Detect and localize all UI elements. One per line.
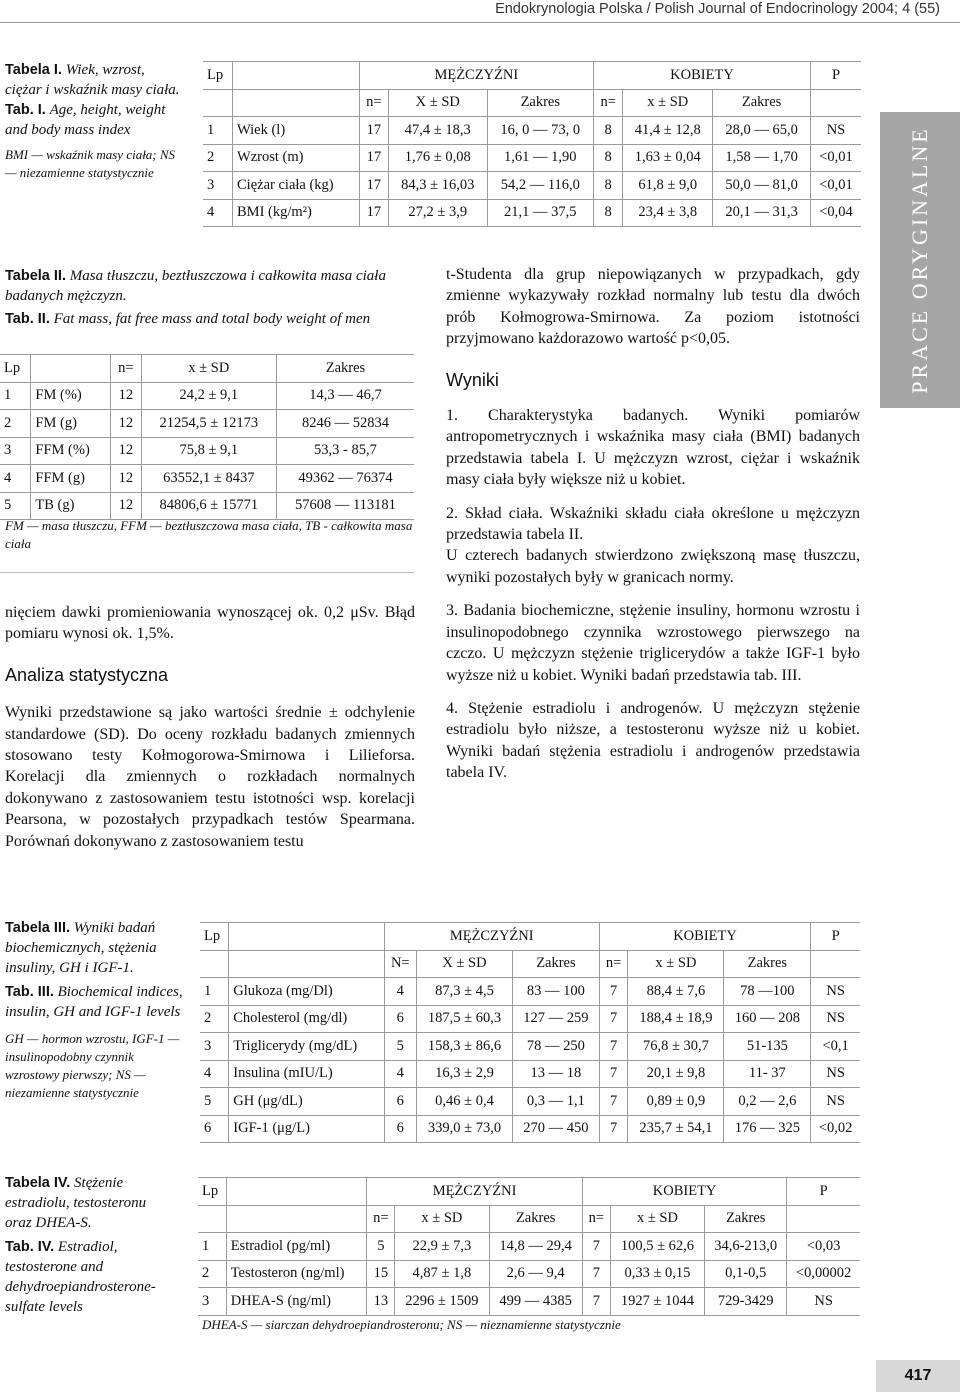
table-row bbox=[198, 1233, 860, 1261]
table-row bbox=[198, 1260, 860, 1288]
table4-header-row bbox=[198, 1178, 860, 1206]
cell-p: <0,01 bbox=[810, 172, 861, 200]
cell-p: NS bbox=[811, 1060, 860, 1088]
table-row bbox=[0, 465, 414, 493]
table4-caption bbox=[5, 1173, 175, 1317]
cell-mean: 84806,6 ± 15771 bbox=[141, 492, 276, 520]
cell-name: Wiek (l) bbox=[233, 117, 360, 145]
page-number: 417 bbox=[876, 1360, 960, 1392]
cell-p: <0,02 bbox=[811, 1115, 860, 1143]
cell-lp: 5 bbox=[200, 1088, 229, 1116]
cell-n2: 7 bbox=[599, 1060, 628, 1088]
cell-name: FM (g) bbox=[31, 410, 111, 438]
cell-name: Estradiol (pg/ml) bbox=[226, 1233, 367, 1261]
cell-range: 53,3 - 85,7 bbox=[276, 437, 414, 465]
cell-n: 17 bbox=[359, 144, 388, 172]
table-row bbox=[200, 1060, 860, 1088]
cell-mean2: 1927 ± 1044 bbox=[610, 1288, 704, 1316]
table2-caption-pl: Tabela II. Masa tłuszczu, beztłuszczowa i całkowita masa ciała badanych mężczyzn. bbox=[5, 268, 386, 304]
left-column-text bbox=[5, 602, 415, 864]
table1-h-lp: Lp bbox=[203, 62, 233, 90]
cell-range2: 34,6-213,0 bbox=[705, 1233, 787, 1261]
cell-mean2: 76,8 ± 30,7 bbox=[628, 1033, 724, 1061]
cell-mean: 87,3 ± 4,5 bbox=[416, 978, 512, 1006]
table4-caption-en: Tab. IV. Estradiol, testosterone and dehydroepiandrosterone-sulfate levels bbox=[5, 1239, 156, 1315]
cell-mean: 75,8 ± 9,1 bbox=[141, 437, 276, 465]
table3-note: GH — hormon wzrostu, IGF-1 — insulinopodobny czynnik wzrostowy pierwszy; NS — niezamienne statystycznie bbox=[5, 1031, 180, 1100]
table1-caption bbox=[5, 60, 185, 182]
cell-range2: 51-135 bbox=[724, 1033, 811, 1061]
table-row bbox=[0, 382, 414, 410]
cell-name: Triglicerydy (mg/dL) bbox=[229, 1033, 384, 1061]
cell-p: <0,1 bbox=[811, 1033, 860, 1061]
cell-range2: 11- 37 bbox=[724, 1060, 811, 1088]
cell-range: 14,3 — 46,7 bbox=[276, 382, 414, 410]
cell-n: 6 bbox=[384, 1115, 416, 1143]
table4-h-men: MĘŻCZYŹNI bbox=[367, 1178, 583, 1206]
cell-n: 12 bbox=[111, 382, 142, 410]
cell-mean: 16,3 ± 2,9 bbox=[416, 1060, 512, 1088]
cell-lp: 2 bbox=[200, 1005, 229, 1033]
cell-mean2: 41,4 ± 12,8 bbox=[623, 117, 713, 145]
cell-lp: 3 bbox=[203, 172, 233, 200]
cell-range2: 50,0 — 81,0 bbox=[713, 172, 811, 200]
cell-lp: 2 bbox=[0, 410, 31, 438]
cell-n: 12 bbox=[111, 465, 142, 493]
cell-p: NS bbox=[787, 1288, 860, 1316]
cell-lp: 1 bbox=[203, 117, 233, 145]
table2-caption bbox=[5, 266, 415, 329]
cell-range2: 160 — 208 bbox=[724, 1005, 811, 1033]
table3-subheader-row: N= X ± SD Zakres n= x ± SD Zakres bbox=[200, 950, 860, 978]
cell-lp: 1 bbox=[198, 1233, 226, 1261]
table4-note: DHEA-S — siarczan dehydroepiandrosteronu; NS — nieznamienne statystycznie bbox=[202, 1317, 621, 1332]
cell-lp: 1 bbox=[200, 978, 229, 1006]
cell-mean: 339,0 ± 73,0 bbox=[416, 1115, 512, 1143]
section-sidebar bbox=[880, 112, 960, 408]
table3-h-women: KOBIETY bbox=[599, 923, 810, 951]
cell-n: 6 bbox=[384, 1005, 416, 1033]
cell-mean2: 0,89 ± 0,9 bbox=[628, 1088, 724, 1116]
table3-caption-pl: Tabela III. Wyniki badań biochemicznych, stężenia insuliny, GH i IGF-1. bbox=[5, 920, 157, 976]
table3-header-row bbox=[200, 923, 860, 951]
cell-n: 17 bbox=[359, 172, 388, 200]
cell-range: 270 — 450 bbox=[513, 1115, 600, 1143]
cell-name: Glukoza (mg/Dl) bbox=[229, 978, 384, 1006]
cell-mean: 47,4 ± 18,3 bbox=[388, 117, 487, 145]
cell-lp: 3 bbox=[200, 1033, 229, 1061]
cell-mean2: 61,8 ± 9,0 bbox=[623, 172, 713, 200]
cell-p: NS bbox=[810, 117, 861, 145]
table4-h-p: P bbox=[787, 1178, 860, 1206]
cell-range: 57608 — 113181 bbox=[276, 492, 414, 520]
cell-mean: 158,3 ± 86,6 bbox=[416, 1033, 512, 1061]
table-row bbox=[203, 199, 861, 227]
cell-range2: 176 — 325 bbox=[724, 1115, 811, 1143]
cell-range: 78 — 250 bbox=[513, 1033, 600, 1061]
table1-h-p: P bbox=[810, 62, 861, 90]
section-label: PRACE ORYGINALNE bbox=[907, 126, 932, 394]
cell-n: 12 bbox=[111, 437, 142, 465]
cell-n2: 8 bbox=[594, 199, 623, 227]
cell-name: DHEA-S (ng/ml) bbox=[226, 1288, 367, 1316]
cell-mean2: 20,1 ± 9,8 bbox=[628, 1060, 724, 1088]
table-row bbox=[203, 117, 861, 145]
cell-n2: 7 bbox=[599, 978, 628, 1006]
cell-range: 127 — 259 bbox=[513, 1005, 600, 1033]
cell-mean: 0,46 ± 0,4 bbox=[416, 1088, 512, 1116]
cell-mean: 187,5 ± 60,3 bbox=[416, 1005, 512, 1033]
table1-note: BMI — wskaźnik masy ciała; NS — niezamienne statystycznie bbox=[5, 147, 176, 180]
cell-n2: 8 bbox=[594, 144, 623, 172]
cell-name: Ciężar ciała (kg) bbox=[233, 172, 360, 200]
table3-h-p: P bbox=[811, 923, 860, 951]
cell-range2: 78 —100 bbox=[724, 978, 811, 1006]
cell-range: 54,2 — 116,0 bbox=[487, 172, 593, 200]
running-header: Endokrynologia Polska / Polish Journal of Endocrinology 2004; 4 (55) bbox=[495, 1, 940, 17]
cell-mean: 4,87 ± 1,8 bbox=[395, 1260, 489, 1288]
cell-range2: 1,58 — 1,70 bbox=[713, 144, 811, 172]
cell-mean2: 235,7 ± 54,1 bbox=[628, 1115, 724, 1143]
cell-n: 6 bbox=[384, 1088, 416, 1116]
cell-range: 16, 0 — 73, 0 bbox=[487, 117, 593, 145]
table2-h-n: n= bbox=[111, 355, 142, 383]
left-paragraph-1: nięciem dawki promieniowania wynoszącej ok. 0,2 μSv. Błąd pomiaru wynosi ok. 1,5%. bbox=[5, 604, 415, 643]
cell-mean: 2296 ± 1509 bbox=[395, 1288, 489, 1316]
table1-h-women: KOBIETY bbox=[594, 62, 811, 90]
cell-range: 2,6 — 9,4 bbox=[489, 1260, 582, 1288]
cell-mean2: 0,33 ± 0,15 bbox=[610, 1260, 704, 1288]
cell-n2: 7 bbox=[599, 1005, 628, 1033]
cell-range2: 0,1-0,5 bbox=[705, 1260, 787, 1288]
right-paragraph-4: U czterech badanych stwierdzono zwiększoną masę tłuszczu, wyniki pozostałych były w granicach normy. bbox=[446, 547, 860, 586]
cell-range2: 28,0 — 65,0 bbox=[713, 117, 811, 145]
cell-range: 14,8 — 29,4 bbox=[489, 1233, 582, 1261]
table4 bbox=[198, 1177, 860, 1316]
cell-mean: 84,3 ± 16,03 bbox=[388, 172, 487, 200]
table-row bbox=[0, 437, 414, 465]
table2 bbox=[0, 354, 414, 520]
table-row bbox=[0, 492, 414, 520]
table1-h-men: MĘŻCZYŹNI bbox=[359, 62, 593, 90]
cell-n2: 7 bbox=[599, 1115, 628, 1143]
cell-name: FFM (%) bbox=[31, 437, 111, 465]
cell-name: FM (%) bbox=[31, 382, 111, 410]
cell-name: GH (μg/dL) bbox=[229, 1088, 384, 1116]
cell-mean: 22,9 ± 7,3 bbox=[395, 1233, 489, 1261]
cell-name: BMI (kg/m²) bbox=[233, 199, 360, 227]
cell-lp: 2 bbox=[198, 1260, 226, 1288]
right-column-text bbox=[446, 264, 860, 796]
table1-header-row bbox=[203, 62, 861, 90]
table1 bbox=[203, 61, 861, 227]
table2-note: FM — masa tłuszczu, FFM — beztłuszczowa masa ciała, TB - całkowita masa ciała bbox=[5, 518, 413, 551]
table3-caption-en: Tab. III. Biochemical indices, insulin, GH and IGF-1 levels bbox=[5, 984, 183, 1020]
cell-mean: 27,2 ± 3,9 bbox=[388, 199, 487, 227]
cell-p: <0,00002 bbox=[787, 1260, 860, 1288]
cell-n2: 7 bbox=[599, 1033, 628, 1061]
table1-caption-en: Tab. I. Age, height, weight and body mass index bbox=[5, 102, 166, 138]
cell-n2: 7 bbox=[582, 1233, 610, 1261]
cell-mean2: 1,63 ± 0,04 bbox=[623, 144, 713, 172]
table3-h-lp: Lp bbox=[200, 923, 229, 951]
cell-name: Insulina (mIU/L) bbox=[229, 1060, 384, 1088]
table2-h-range: Zakres bbox=[276, 355, 414, 383]
right-paragraph-2: 1. Charakterystyka badanych. Wyniki pomiarów antropometrycznych i wskaźnika masy ciała (BMI) badanych przedstawia tabela I. U mężczyzn wzrost, ciężar i wskaźnik masy ciała były większe niż u kobiet. bbox=[446, 407, 860, 489]
table-row bbox=[200, 978, 860, 1006]
cell-p: <0,01 bbox=[810, 144, 861, 172]
cell-range: 13 — 18 bbox=[513, 1060, 600, 1088]
table3 bbox=[200, 922, 860, 1143]
cell-range: 21,1 — 37,5 bbox=[487, 199, 593, 227]
cell-n2: 8 bbox=[594, 117, 623, 145]
cell-range2: 729-3429 bbox=[705, 1288, 787, 1316]
cell-range: 8246 — 52834 bbox=[276, 410, 414, 438]
table1-caption-pl: Tabela I. Wiek, wzrost, ciężar i wskaźnik masy ciała. bbox=[5, 62, 180, 98]
cell-p: NS bbox=[811, 1088, 860, 1116]
cell-name: TB (g) bbox=[31, 492, 111, 520]
cell-lp: 4 bbox=[200, 1060, 229, 1088]
table-row bbox=[200, 1115, 860, 1143]
right-paragraph-5: 3. Badania biochemiczne, stężenie insuliny, hormonu wzrostu i insulinopodobnego czynnika wzrostowego pierwszego na czczo. U mężczyzn stężenie triglicerydów a także IGF-1 było wyższe niż u kobiet. Wyniki badań przedstawia tab. III. bbox=[446, 602, 860, 684]
cell-mean: 63552,1 ± 8437 bbox=[141, 465, 276, 493]
table2-caption-en: Tab. II. Fat mass, fat free mass and total body weight of men bbox=[5, 311, 371, 327]
table-row bbox=[200, 1005, 860, 1033]
cell-mean2: 23,4 ± 3,8 bbox=[623, 199, 713, 227]
cell-n: 17 bbox=[359, 199, 388, 227]
cell-n: 5 bbox=[367, 1233, 395, 1261]
cell-mean: 21254,5 ± 12173 bbox=[141, 410, 276, 438]
cell-p: <0,03 bbox=[787, 1233, 860, 1261]
cell-p: NS bbox=[811, 978, 860, 1006]
cell-n: 17 bbox=[359, 117, 388, 145]
cell-n: 13 bbox=[367, 1288, 395, 1316]
left-paragraph-2: Wyniki przedstawione są jako wartości średnie ± odchylenie standardowe (SD). Do oceny rozkładu badanych zmiennych stosowano testy Kołmogorowa-Smirnowa i Lilieforsa. Korelacji dla zmiennych o rozkładach normalnych dokonywano z zastosowaniem testu istotności wsp. korelacji Pearsona, w pozostałych przypadkach testów Spearmana. Porównań dokonywano z zastosowaniem testu bbox=[5, 704, 415, 850]
cell-mean2: 88,4 ± 7,6 bbox=[628, 978, 724, 1006]
table-row bbox=[203, 144, 861, 172]
cell-lp: 4 bbox=[0, 465, 31, 493]
cell-n2: 7 bbox=[582, 1260, 610, 1288]
cell-range2: 0,2 — 2,6 bbox=[724, 1088, 811, 1116]
table2-header-row bbox=[0, 355, 414, 383]
cell-name: FFM (g) bbox=[31, 465, 111, 493]
cell-n: 4 bbox=[384, 1060, 416, 1088]
cell-lp: 3 bbox=[0, 437, 31, 465]
cell-n2: 8 bbox=[594, 172, 623, 200]
cell-name: Cholesterol (mg/dl) bbox=[229, 1005, 384, 1033]
cell-mean: 1,76 ± 0,08 bbox=[388, 144, 487, 172]
table2-h-mean: x ± SD bbox=[141, 355, 276, 383]
table3-h-men: MĘŻCZYŹNI bbox=[384, 923, 599, 951]
cell-n: 15 bbox=[367, 1260, 395, 1288]
cell-range: 1,61 — 1,90 bbox=[487, 144, 593, 172]
right-paragraph-3: 2. Skład ciała. Wskaźniki składu ciała określone u mężczyzn przedstawia tabela II. bbox=[446, 504, 860, 544]
table-row bbox=[200, 1088, 860, 1116]
cell-n: 12 bbox=[111, 492, 142, 520]
cell-p: <0,04 bbox=[810, 199, 861, 227]
table3-caption bbox=[5, 918, 185, 1102]
cell-n2: 7 bbox=[582, 1288, 610, 1316]
cell-mean: 24,2 ± 9,1 bbox=[141, 382, 276, 410]
cell-lp: 4 bbox=[203, 199, 233, 227]
cell-lp: 1 bbox=[0, 382, 31, 410]
heading-statistics: Analiza statystyczna bbox=[5, 664, 169, 685]
right-paragraph-1: t-Studenta dla grup niepowiązanych w przypadkach, gdy zmienne wykazywały rozkład normalny lub testu dla dwóch prób Kołmogrowa-Smirnowa. Za poziom istotności przyjmowano każdorazowo wartość p<0,05. bbox=[446, 266, 860, 348]
table1-subheader-row: n= X ± SD Zakres n= x ± SD Zakres bbox=[203, 89, 861, 117]
right-paragraph-6: 4. Stężenie estradiolu i androgenów. U mężczyzn stężenie estradiolu było niższe, a testosteronu wyższe niż u kobiet. Wyniki badań stężenia estradiolu i androgenów przedstawia tabela IV. bbox=[446, 699, 860, 782]
table-row bbox=[203, 172, 861, 200]
header-rule bbox=[0, 22, 960, 23]
cell-n2: 7 bbox=[599, 1088, 628, 1116]
table4-subheader-row: n= x ± SD Zakres n= x ± SD Zakres bbox=[198, 1205, 860, 1233]
cell-range2: 20,1 — 31,3 bbox=[713, 199, 811, 227]
cell-lp: 6 bbox=[200, 1115, 229, 1143]
cell-n: 5 bbox=[384, 1033, 416, 1061]
separator-rule bbox=[0, 572, 414, 573]
cell-range: 83 — 100 bbox=[513, 978, 600, 1006]
table4-caption-pl: Tabela IV. Stężenie estradiolu, testosteronu oraz DHEA-S. bbox=[5, 1175, 147, 1231]
cell-lp: 5 bbox=[0, 492, 31, 520]
cell-mean2: 100,5 ± 62,6 bbox=[610, 1233, 704, 1261]
cell-name: Testosteron (ng/ml) bbox=[226, 1260, 367, 1288]
table-row bbox=[200, 1033, 860, 1061]
cell-p: NS bbox=[811, 1005, 860, 1033]
table4-h-lp: Lp bbox=[198, 1178, 226, 1206]
cell-mean2: 188,4 ± 18,9 bbox=[628, 1005, 724, 1033]
cell-range: 0,3 — 1,1 bbox=[513, 1088, 600, 1116]
cell-n: 12 bbox=[111, 410, 142, 438]
cell-n: 4 bbox=[384, 978, 416, 1006]
cell-lp: 3 bbox=[198, 1288, 226, 1316]
cell-name: IGF-1 (μg/L) bbox=[229, 1115, 384, 1143]
cell-range: 49362 — 76374 bbox=[276, 465, 414, 493]
table-row bbox=[198, 1288, 860, 1316]
table2-h-lp: Lp bbox=[0, 355, 31, 383]
table4-h-women: KOBIETY bbox=[582, 1178, 786, 1206]
cell-lp: 2 bbox=[203, 144, 233, 172]
table-row bbox=[0, 410, 414, 438]
cell-name: Wzrost (m) bbox=[233, 144, 360, 172]
heading-results: Wyniki bbox=[446, 369, 499, 390]
cell-range: 499 — 4385 bbox=[489, 1288, 582, 1316]
